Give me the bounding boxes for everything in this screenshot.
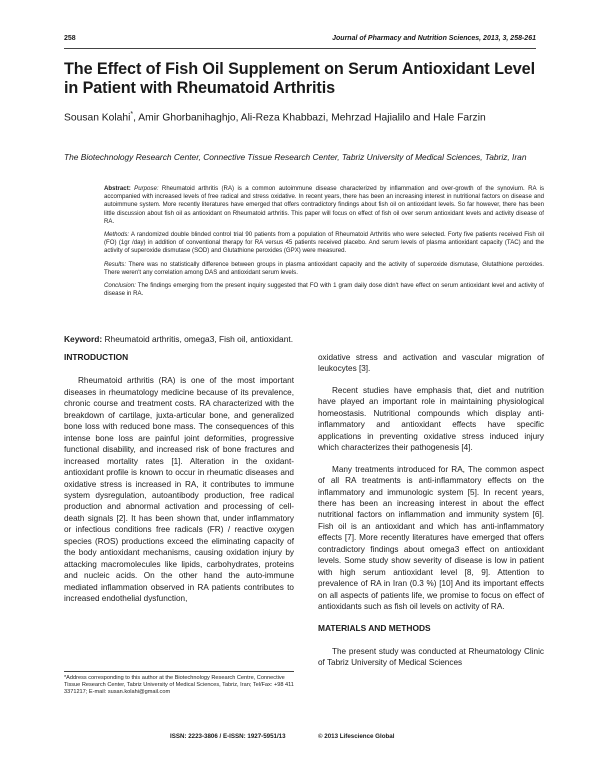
first-author: Sousan Kolahi (64, 112, 131, 124)
methods-label: Methods: (104, 231, 130, 239)
other-authors: , Amir Ghorbanihaghjo, Ali-Reza Khabbazi, Mehrzad Hajialilo and Hale Farzin (133, 112, 486, 124)
results-label: Results: (104, 260, 127, 268)
abstract-label: Abstract: (104, 185, 131, 192)
keywords-label: Keyword: (64, 334, 103, 344)
purpose-text: Rheumatoid arthritis (RA) is a common autoimmune disease characterized by inflammation and over-growth of the synovium. RA is accompanied with increased levels of free radical and stress oxidative. In recent years, there has been an increasing interest in nutritional factors on disease and autoimmune system. More recently literatures have emerged that offers contradictory findings about fish oil on antioxidant levels. So far however, there has been little discussion about fish oil as antioxidant on Rheumatoid arthritis. This paper will focus on effect of fish oil over serum antioxidant levels and activity disease of RA. (104, 185, 544, 225)
abstract-methods (104, 231, 544, 256)
left-column (64, 352, 294, 615)
conclusion-label: Conclusion: (104, 282, 136, 290)
results-text: There was no statistically difference between groups in plasma antioxidant capacity and the activity of superoxide dismutase, Glutathione peroxides. There weren't any correlation among DAS and antioxidant serum levels. (104, 260, 544, 276)
abstract-conclusion (104, 282, 544, 298)
article-title: The Effect of Fish Oil Supplement on Serum Antioxidant Level in Patient with Rheumatoid Arthritis (64, 60, 535, 97)
corresponding-author-footnote: *Address corresponding to this author at the Biotechnology Research Centre, Connective Tissue Research Center, Tabriz University of Medical Sciences, Tabriz, Iran; Tel/Fax: +98 411 3371217; E-mail: susan.kolahi@gmail.com (64, 671, 294, 697)
journal-citation: Journal of Pharmacy and Nutrition Sciences, 2013, 3, 258-261 (332, 35, 536, 42)
methods-text: A randomized double blinded control trial 90 patients from a population of Rheumatoid Arthritis who were selected. Forty five patients received Fish oil (FO) (1gr /day) in addition of conventional therapy for RA versus 45 patients received placebo. And serum levels of plasma antioxidant capacity (TAC) and the activity of superoxide dismutase (SOD) and Glutathione peroxides (GPX) were measured. (104, 231, 544, 255)
intro-paragraph-3: Many treatments introduced for RA, The common aspect of all RA treatments is anti-inflammatory effects on the inflammatory and immunologic system [5]. In recent years, there has been an increasing interest in about the effect nutritional factors on inflammation and immunity system [6]. Fish oil is an antioxidant and which has anti-inflammatory effects [7]. More recently literatures have emerged that offers contradictory findings about omega3 effect on antioxidant levels. Some study show severity of disease is low in patient with high serum antioxidant level [8, 9]. Attention to prevalence of RA in Iran (0.3 %) [10] And its important effects on all aspects of patients life, we promise to focus on effect of antioxidants such as fish oil levels on activity of RA. (318, 464, 544, 612)
running-header (64, 34, 536, 49)
conclusion-text: The findings emerging from the present inquiry suggested that FO with 1 gram daily dose didn't have effect on serum antioxidant level and activity of disease in RA. (104, 282, 544, 298)
abstract (104, 185, 544, 303)
keywords-text: Rheumatoid arthritis, omega3, Fish oil, antioxidant. (104, 334, 294, 344)
page-number: 258 (64, 35, 76, 42)
introduction-heading: INTRODUCTION (64, 352, 129, 362)
corresponding-author-marker: * (130, 111, 134, 118)
keywords (64, 334, 544, 344)
intro-paragraph-2: Recent studies have emphasis that, diet and nutrition have played an important role in maintaining physiological homeostasis. Nutritional compounds which display anti-inflammatory and antioxidant effects have specific applications in preventing oxidative stress induced injury which characterizes their pathogenesis [4]. (318, 385, 544, 453)
abstract-purpose (104, 185, 544, 226)
intro-paragraph-1: Rheumatoid arthritis (RA) is one of the most important diseases in rheumatology medicine because of its prevalence, chronic course and treatment costs. RA characterized with the breakdown of cartilage, juxta-articular bone, and generalized bone loss with reduced bone mass. The consequences of this intense bone loss are painful joint deformities, progressive functional disability, and increased risk of bone fractures and increased mortality rates [1]. Alteration in the oxidant-antioxidant profile is known to occur in rheumatic diseases and oxidative stress is increased in RA, it contributes to immune system dysregulation, autoantibody production, free radical production and abnormal activation and processing of cell-death signals [2]. It has been shown that, under inflammatory or infectious conditions free radicals (FR) / reactive oxygen species (ROS) productions exceed the eliminating capacity of the body antioxidant mechanisms, causing oxidation injury by attacking macromolecules like lipids, carbohydrates, proteins and nucleic acids. On the other hand the auto-immune mediated inflammation observed in RA patients contributes to increased endothelial dysfunction, (64, 376, 294, 604)
methods-heading: MATERIALS AND METHODS (318, 622, 431, 633)
intro-paragraph-1-continued: oxidative stress and activation and vascular migration of leukocytes [3]. (318, 353, 544, 374)
purpose-label: Purpose: (134, 185, 159, 192)
footer-copyright: © 2013 Lifescience Global (318, 733, 395, 740)
footer-issn: ISSN: 2223-3806 / E-ISSN: 1927-5951/13 (170, 733, 286, 740)
right-column (318, 352, 544, 679)
abstract-results (104, 261, 544, 277)
affiliation: The Biotechnology Research Center, Connective Tissue Research Center, Tabriz University of Medical Sciences, Tabriz, Iran (64, 152, 527, 162)
author-list (64, 108, 544, 125)
methods-paragraph-1: The present study was conducted at Rheumatology Clinic of Tabriz University of Medical Sciences (318, 646, 544, 668)
